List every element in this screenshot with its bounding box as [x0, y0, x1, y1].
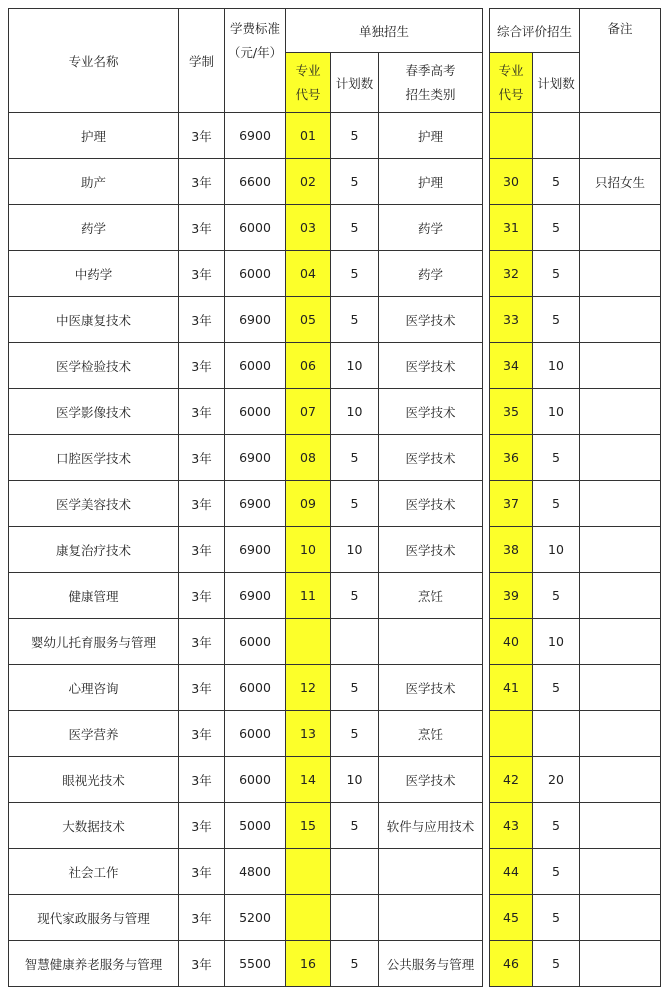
remark-cell: 只招女生: [580, 159, 661, 205]
fee-cell: 6000: [225, 205, 286, 251]
duration-cell: 3年: [179, 435, 225, 481]
comp-plan-cell: [533, 711, 580, 757]
single-category-cell: 软件与应用技术: [379, 803, 483, 849]
table-row: [9, 435, 661, 481]
column-gap: [483, 159, 490, 205]
duration-cell: 3年: [179, 251, 225, 297]
header-fee: [225, 9, 286, 113]
fee-cell: 5500: [225, 941, 286, 987]
table-row: [9, 849, 661, 895]
comp-plan-cell: 5: [533, 251, 580, 297]
single-code-cell: 12: [286, 665, 331, 711]
major-name-cell: 健康管理: [9, 573, 179, 619]
fee-cell: 6600: [225, 159, 286, 205]
table-row: [9, 159, 661, 205]
duration-cell: 3年: [179, 389, 225, 435]
single-code-cell: 14: [286, 757, 331, 803]
header-duration: 学制: [179, 9, 225, 113]
duration-cell: 3年: [179, 205, 225, 251]
single-code-cell: 13: [286, 711, 331, 757]
header-comp-plan: 计划数: [533, 53, 580, 113]
header-comp-code: [490, 53, 533, 113]
major-name-cell: 社会工作: [9, 849, 179, 895]
single-code-cell: 05: [286, 297, 331, 343]
comp-code-cell: 43: [490, 803, 533, 849]
single-code-cell: 15: [286, 803, 331, 849]
single-category-cell: [379, 619, 483, 665]
table-row: [9, 113, 661, 159]
comp-code-cell: 30: [490, 159, 533, 205]
table-row: [9, 297, 661, 343]
duration-cell: 3年: [179, 849, 225, 895]
header-single-code-line1: 专业: [295, 62, 321, 78]
fee-cell: 6000: [225, 711, 286, 757]
comp-plan-cell: 10: [533, 527, 580, 573]
fee-cell: 5200: [225, 895, 286, 941]
column-gap: [483, 573, 490, 619]
single-category-cell: 医学技术: [379, 481, 483, 527]
table-row: [9, 389, 661, 435]
comp-code-cell: 38: [490, 527, 533, 573]
single-category-cell: 医学技术: [379, 389, 483, 435]
table-row: [9, 205, 661, 251]
table-row: [9, 481, 661, 527]
header-name: 专业名称: [9, 9, 179, 113]
comp-plan-cell: 5: [533, 849, 580, 895]
single-code-cell: 07: [286, 389, 331, 435]
comp-code-cell: 40: [490, 619, 533, 665]
duration-cell: 3年: [179, 711, 225, 757]
comp-code-cell: 42: [490, 757, 533, 803]
single-category-cell: 护理: [379, 159, 483, 205]
header-comprehensive: 综合评价招生: [490, 9, 580, 53]
fee-cell: 6000: [225, 757, 286, 803]
single-code-cell: [286, 895, 331, 941]
single-code-cell: 03: [286, 205, 331, 251]
single-plan-cell: 5: [331, 297, 379, 343]
table-row: [9, 573, 661, 619]
column-gap: [483, 435, 490, 481]
single-code-cell: 06: [286, 343, 331, 389]
comp-plan-cell: 5: [533, 159, 580, 205]
single-plan-cell: 5: [331, 435, 379, 481]
remark-cell: [580, 343, 661, 389]
column-gap: [483, 297, 490, 343]
fee-cell: 6000: [225, 619, 286, 665]
fee-cell: 6000: [225, 665, 286, 711]
header-remark: 备注: [580, 9, 661, 113]
enrollment-table: [8, 8, 661, 987]
major-name-cell: 医学营养: [9, 711, 179, 757]
fee-cell: 6000: [225, 343, 286, 389]
duration-cell: 3年: [179, 665, 225, 711]
single-plan-cell: 5: [331, 711, 379, 757]
single-category-cell: 护理: [379, 113, 483, 159]
single-code-cell: 02: [286, 159, 331, 205]
duration-cell: 3年: [179, 343, 225, 389]
single-plan-cell: 5: [331, 113, 379, 159]
major-name-cell: 口腔医学技术: [9, 435, 179, 481]
single-code-cell: 08: [286, 435, 331, 481]
comp-plan-cell: 5: [533, 481, 580, 527]
single-category-cell: 医学技术: [379, 757, 483, 803]
comp-plan-cell: 10: [533, 619, 580, 665]
table-row: [9, 527, 661, 573]
column-gap: [483, 711, 490, 757]
single-plan-cell: 5: [331, 481, 379, 527]
major-name-cell: 护理: [9, 113, 179, 159]
remark-cell: [580, 711, 661, 757]
major-name-cell: 药学: [9, 205, 179, 251]
header-single-category-line2: 招生类别: [405, 86, 456, 102]
comp-code-cell: 33: [490, 297, 533, 343]
single-plan-cell: 10: [331, 389, 379, 435]
column-gap: [483, 757, 490, 803]
remark-cell: [580, 803, 661, 849]
column-gap: [483, 895, 490, 941]
single-plan-cell: [331, 895, 379, 941]
single-code-cell: 11: [286, 573, 331, 619]
remark-cell: [580, 895, 661, 941]
single-category-cell: 药学: [379, 251, 483, 297]
comp-plan-cell: [533, 113, 580, 159]
fee-cell: 6900: [225, 297, 286, 343]
remark-cell: [580, 481, 661, 527]
column-gap: [483, 113, 490, 159]
comp-plan-cell: 5: [533, 297, 580, 343]
fee-cell: 6900: [225, 527, 286, 573]
single-plan-cell: 5: [331, 159, 379, 205]
single-category-cell: 医学技术: [379, 665, 483, 711]
header-single-category: [379, 53, 483, 113]
single-category-cell: 烹饪: [379, 573, 483, 619]
single-plan-cell: 5: [331, 205, 379, 251]
comp-code-cell: 39: [490, 573, 533, 619]
remark-cell: [580, 619, 661, 665]
duration-cell: 3年: [179, 803, 225, 849]
comp-plan-cell: 5: [533, 665, 580, 711]
remark-cell: [580, 113, 661, 159]
single-code-cell: 01: [286, 113, 331, 159]
remark-cell: [580, 941, 661, 987]
single-plan-cell: 10: [331, 527, 379, 573]
duration-cell: 3年: [179, 619, 225, 665]
single-plan-cell: [331, 849, 379, 895]
remark-cell: [580, 297, 661, 343]
single-code-cell: 04: [286, 251, 331, 297]
header-single-code: [286, 53, 331, 113]
column-gap: [483, 527, 490, 573]
comp-plan-cell: 5: [533, 573, 580, 619]
major-name-cell: 大数据技术: [9, 803, 179, 849]
column-gap: [483, 343, 490, 389]
duration-cell: 3年: [179, 481, 225, 527]
table-row: [9, 757, 661, 803]
major-name-cell: 医学检验技术: [9, 343, 179, 389]
single-category-cell: 医学技术: [379, 343, 483, 389]
fee-cell: 6900: [225, 435, 286, 481]
table-row: [9, 619, 661, 665]
single-category-cell: 医学技术: [379, 435, 483, 481]
single-plan-cell: 5: [331, 573, 379, 619]
comp-code-cell: 44: [490, 849, 533, 895]
header-single-category-line1: 春季高考: [405, 62, 456, 78]
table-row: [9, 251, 661, 297]
comp-code-cell: 31: [490, 205, 533, 251]
single-plan-cell: 5: [331, 665, 379, 711]
fee-cell: 5000: [225, 803, 286, 849]
fee-cell: 6000: [225, 251, 286, 297]
major-name-cell: 助产: [9, 159, 179, 205]
remark-cell: [580, 527, 661, 573]
column-gap: [483, 205, 490, 251]
comp-code-cell: [490, 711, 533, 757]
fee-cell: 4800: [225, 849, 286, 895]
comp-plan-cell: 5: [533, 803, 580, 849]
major-name-cell: 中药学: [9, 251, 179, 297]
table-row: [9, 803, 661, 849]
single-category-cell: 烹饪: [379, 711, 483, 757]
duration-cell: 3年: [179, 113, 225, 159]
major-name-cell: 医学影像技术: [9, 389, 179, 435]
table-row: [9, 895, 661, 941]
header-single-plan: 计划数: [331, 53, 379, 113]
header-comp-code-line1: 专业: [498, 62, 524, 78]
major-name-cell: 婴幼儿托育服务与管理: [9, 619, 179, 665]
duration-cell: 3年: [179, 573, 225, 619]
comp-code-cell: 32: [490, 251, 533, 297]
column-gap: [483, 941, 490, 987]
single-plan-cell: [331, 619, 379, 665]
major-name-cell: 医学美容技术: [9, 481, 179, 527]
remark-cell: [580, 665, 661, 711]
column-gap: [483, 849, 490, 895]
single-plan-cell: 5: [331, 941, 379, 987]
major-name-cell: 现代家政服务与管理: [9, 895, 179, 941]
duration-cell: 3年: [179, 941, 225, 987]
comp-code-cell: 37: [490, 481, 533, 527]
single-category-cell: [379, 849, 483, 895]
header-fee-line2: （元/年）: [227, 45, 283, 60]
comp-plan-cell: 10: [533, 389, 580, 435]
comp-code-cell: 41: [490, 665, 533, 711]
single-plan-cell: 5: [331, 803, 379, 849]
duration-cell: 3年: [179, 895, 225, 941]
single-code-cell: [286, 849, 331, 895]
duration-cell: 3年: [179, 159, 225, 205]
remark-cell: [580, 573, 661, 619]
remark-cell: [580, 251, 661, 297]
comp-plan-cell: 10: [533, 343, 580, 389]
remark-cell: [580, 205, 661, 251]
comp-code-cell: 45: [490, 895, 533, 941]
comp-plan-cell: 5: [533, 205, 580, 251]
column-gap: [483, 251, 490, 297]
comp-code-cell: 36: [490, 435, 533, 481]
fee-cell: 6900: [225, 573, 286, 619]
comp-code-cell: 46: [490, 941, 533, 987]
duration-cell: 3年: [179, 757, 225, 803]
major-name-cell: 眼视光技术: [9, 757, 179, 803]
major-name-cell: 中医康复技术: [9, 297, 179, 343]
comp-plan-cell: 20: [533, 757, 580, 803]
table-row: [9, 711, 661, 757]
duration-cell: 3年: [179, 527, 225, 573]
single-category-cell: [379, 895, 483, 941]
header-single: 单独招生: [286, 9, 483, 53]
comp-code-cell: 35: [490, 389, 533, 435]
fee-cell: 6900: [225, 113, 286, 159]
remark-cell: [580, 849, 661, 895]
major-name-cell: 康复治疗技术: [9, 527, 179, 573]
column-gap: [483, 481, 490, 527]
header-fee-line1: 学费标准: [229, 21, 280, 36]
column-gap: [483, 389, 490, 435]
single-plan-cell: 5: [331, 251, 379, 297]
single-category-cell: 药学: [379, 205, 483, 251]
fee-cell: 6900: [225, 481, 286, 527]
header-single-code-line2: 代号: [295, 86, 321, 102]
remark-cell: [580, 435, 661, 481]
column-gap: [483, 9, 490, 113]
major-name-cell: 智慧健康养老服务与管理: [9, 941, 179, 987]
table-row: [9, 941, 661, 987]
comp-code-cell: [490, 113, 533, 159]
duration-cell: 3年: [179, 297, 225, 343]
single-code-cell: 09: [286, 481, 331, 527]
fee-cell: 6000: [225, 389, 286, 435]
comp-plan-cell: 5: [533, 941, 580, 987]
column-gap: [483, 803, 490, 849]
major-name-cell: 心理咨询: [9, 665, 179, 711]
single-plan-cell: 10: [331, 757, 379, 803]
table-row: [9, 343, 661, 389]
single-code-cell: [286, 619, 331, 665]
single-category-cell: 医学技术: [379, 527, 483, 573]
table-row: [9, 665, 661, 711]
remark-cell: [580, 389, 661, 435]
comp-plan-cell: 5: [533, 895, 580, 941]
header-comp-code-line2: 代号: [498, 86, 524, 102]
column-gap: [483, 619, 490, 665]
comp-code-cell: 34: [490, 343, 533, 389]
column-gap: [483, 665, 490, 711]
single-category-cell: 公共服务与管理: [379, 941, 483, 987]
single-code-cell: 16: [286, 941, 331, 987]
comp-plan-cell: 5: [533, 435, 580, 481]
single-category-cell: 医学技术: [379, 297, 483, 343]
single-code-cell: 10: [286, 527, 331, 573]
single-plan-cell: 10: [331, 343, 379, 389]
remark-cell: [580, 757, 661, 803]
